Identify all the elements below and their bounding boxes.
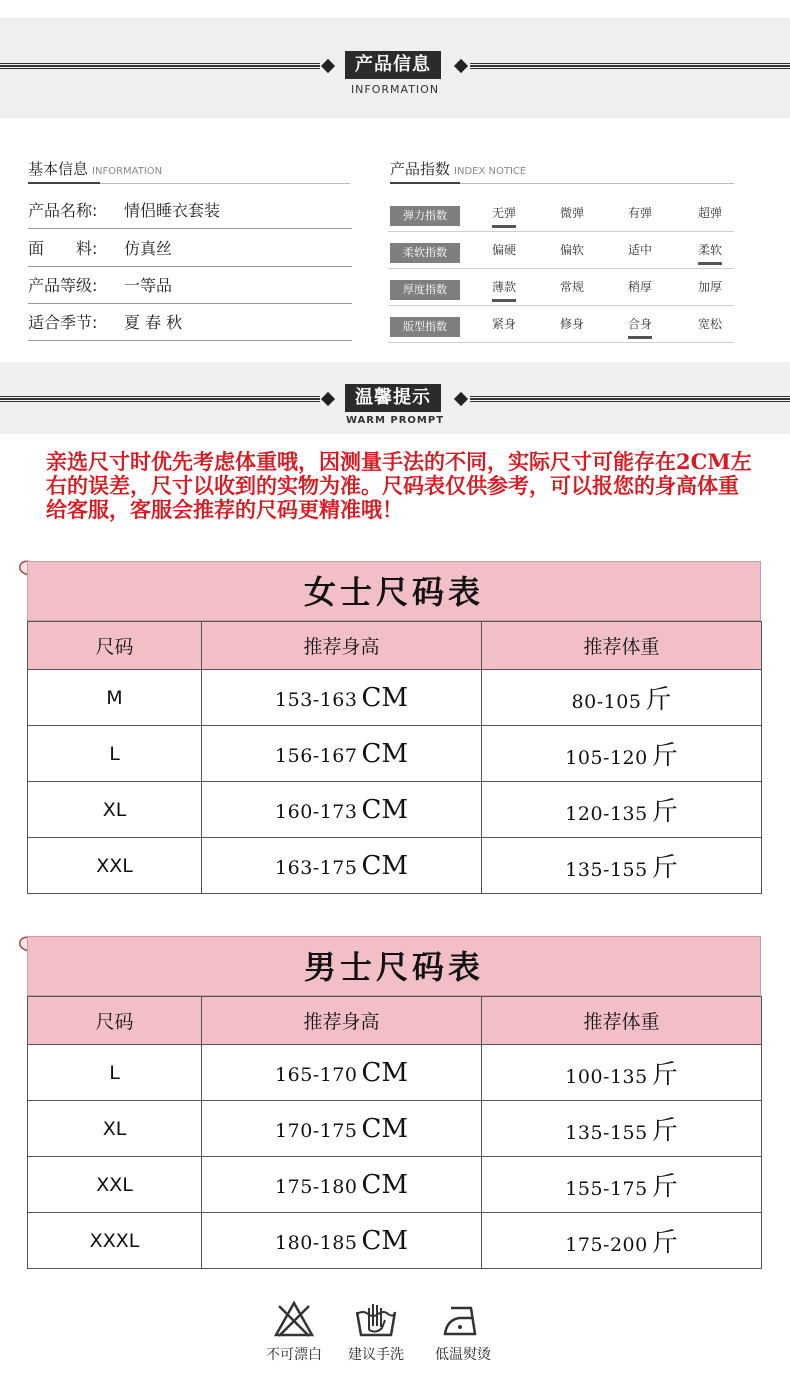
size-cell: M xyxy=(28,670,202,726)
info-row-season xyxy=(28,305,352,341)
height-cell xyxy=(202,670,482,726)
basic-info-title: 基本信息 xyxy=(28,160,89,178)
weight-value: 100-135 xyxy=(565,1066,648,1088)
index-option-selected: 柔软 xyxy=(698,241,722,265)
care-label: 不可漂白 xyxy=(266,1347,322,1363)
index-notice-rule xyxy=(390,182,460,184)
men-size-table xyxy=(27,996,762,1269)
height-cell xyxy=(202,1101,482,1157)
header-weight: 推荐体重 xyxy=(482,622,762,670)
index-option: 微弹 xyxy=(560,206,585,220)
height-value: 180-185 xyxy=(275,1231,358,1254)
weight-cell xyxy=(482,1157,762,1213)
table-row xyxy=(28,670,762,726)
weight-unit: 斤 xyxy=(651,797,678,827)
hand-wash-icon xyxy=(354,1300,398,1338)
index-label: 弹力指数 xyxy=(390,206,460,226)
index-option: 加厚 xyxy=(698,280,723,294)
height-cell xyxy=(202,1157,482,1213)
info-value: 情侣睡衣套装 xyxy=(124,201,221,220)
weight-unit: 斤 xyxy=(651,1172,678,1202)
size-cell: XL xyxy=(28,1101,202,1157)
height-cell xyxy=(202,838,482,894)
size-cell: L xyxy=(28,726,202,782)
height-unit: CM xyxy=(361,1225,408,1256)
table-header-row xyxy=(28,997,762,1045)
info-row-grade xyxy=(28,268,352,304)
index-option: 宽松 xyxy=(698,317,723,331)
header-height: 推荐身高 xyxy=(202,622,482,670)
banner-diamond-right xyxy=(454,59,468,73)
height-cell xyxy=(202,782,482,838)
height-cell xyxy=(202,726,482,782)
weight-unit: 斤 xyxy=(651,741,678,771)
index-option-selected: 合身 xyxy=(628,315,652,339)
index-option: 修身 xyxy=(560,317,585,331)
index-option: 稍厚 xyxy=(628,280,653,294)
index-row xyxy=(388,276,734,306)
banner-rule-right xyxy=(470,63,790,69)
index-label: 厚度指数 xyxy=(390,280,460,300)
banner-rule-left xyxy=(0,63,320,69)
info-value: 夏 春 秋 xyxy=(124,313,183,332)
height-value: 175-180 xyxy=(275,1175,358,1198)
table-header-row xyxy=(28,622,762,670)
men-size-chart xyxy=(27,936,761,1272)
banner-subtitle: WARM PROMPT xyxy=(345,415,445,426)
banner-rule-left xyxy=(0,396,320,402)
header-size: 尺码 xyxy=(28,997,202,1045)
weight-unit: 斤 xyxy=(651,853,678,883)
weight-unit: 斤 xyxy=(651,1116,678,1146)
height-unit: CM xyxy=(361,738,408,769)
weight-cell xyxy=(482,1045,762,1101)
height-unit: CM xyxy=(361,850,408,881)
index-notice-title-en: INDEX NOTICE xyxy=(454,166,527,177)
index-option: 常规 xyxy=(560,280,585,294)
weight-cell xyxy=(482,726,762,782)
size-cell: XL xyxy=(28,782,202,838)
size-cell: XXL xyxy=(28,1157,202,1213)
index-row xyxy=(388,202,734,232)
size-cell: XXL xyxy=(28,838,202,894)
index-option: 超弹 xyxy=(698,206,723,220)
weight-value: 175-200 xyxy=(565,1234,648,1256)
women-size-chart xyxy=(27,561,761,897)
weight-cell xyxy=(482,670,762,726)
info-value: 一等品 xyxy=(124,276,173,295)
size-cell: L xyxy=(28,1045,202,1101)
index-label: 柔软指数 xyxy=(390,243,460,263)
height-cell xyxy=(202,1045,482,1101)
care-no-bleach xyxy=(254,1300,334,1364)
weight-cell xyxy=(482,1101,762,1157)
info-row-name xyxy=(28,193,352,229)
index-notice-rule-light xyxy=(460,183,734,184)
height-unit: CM xyxy=(361,1113,408,1144)
weight-value: 135-155 xyxy=(565,859,648,881)
index-option: 偏硬 xyxy=(492,243,517,257)
no-bleach-icon xyxy=(273,1300,315,1338)
basic-info-rule xyxy=(28,182,100,184)
height-unit: CM xyxy=(361,1057,408,1088)
table-row xyxy=(28,1045,762,1101)
header-weight: 推荐体重 xyxy=(482,997,762,1045)
height-unit: CM xyxy=(361,1169,408,1200)
index-option: 有弹 xyxy=(628,206,653,220)
warm-prompt-text: 亲选尺寸时优先考虑体重哦，因测量手法的不同，实际尺寸可能存在2CM左右的误差，尺寸以收到的实物为准。尺码表仅供参考，可以报您的身高体重给客服，客服会推荐的尺码更精准哦！ xyxy=(46,449,752,522)
info-key: 面 料: xyxy=(28,239,98,258)
care-hand-wash xyxy=(336,1300,416,1364)
index-notice-heading xyxy=(390,158,526,179)
height-value: 156-167 xyxy=(275,744,358,767)
weight-unit: 斤 xyxy=(645,685,672,715)
header-size: 尺码 xyxy=(28,622,202,670)
height-unit: CM xyxy=(361,794,408,825)
basic-info-heading xyxy=(28,158,162,179)
weight-unit: 斤 xyxy=(651,1060,678,1090)
weight-value: 105-120 xyxy=(565,747,648,769)
index-row xyxy=(388,239,734,269)
basic-info-title-en: INFORMATION xyxy=(92,166,163,177)
weight-cell xyxy=(482,1213,762,1269)
care-label: 低温熨烫 xyxy=(435,1347,491,1363)
index-row xyxy=(388,313,734,343)
table-row xyxy=(28,1157,762,1213)
banner-diamond-right xyxy=(454,392,468,406)
height-value: 165-170 xyxy=(275,1063,358,1086)
table-row xyxy=(28,838,762,894)
header-height: 推荐身高 xyxy=(202,997,482,1045)
banner-title: 产品信息 xyxy=(345,51,441,79)
index-option-selected: 无弹 xyxy=(492,204,516,228)
care-low-iron xyxy=(423,1300,503,1364)
height-value: 170-175 xyxy=(275,1119,358,1142)
index-notice-title: 产品指数 xyxy=(390,160,451,178)
info-value: 仿真丝 xyxy=(124,239,173,258)
info-key: 产品名称: xyxy=(28,201,98,220)
info-key: 产品等级: xyxy=(28,276,98,295)
info-row-fabric xyxy=(28,231,352,267)
table-row xyxy=(28,782,762,838)
index-label: 版型指数 xyxy=(390,317,460,337)
height-value: 160-173 xyxy=(275,800,358,823)
height-value: 153-163 xyxy=(275,688,358,711)
table-row xyxy=(28,1101,762,1157)
weight-value: 120-135 xyxy=(565,803,648,825)
low-iron-icon xyxy=(441,1300,485,1338)
height-cell xyxy=(202,1213,482,1269)
height-unit: CM xyxy=(361,682,408,713)
men-table-title: 男士尺码表 xyxy=(27,936,761,996)
index-option-selected: 薄款 xyxy=(492,278,516,302)
weight-value: 135-155 xyxy=(565,1122,648,1144)
size-cell: XXXL xyxy=(28,1213,202,1269)
index-option: 偏软 xyxy=(560,243,585,257)
index-option: 紧身 xyxy=(492,317,517,331)
women-size-table xyxy=(27,621,762,894)
weight-unit: 斤 xyxy=(651,1228,678,1258)
banner-rule-right xyxy=(470,396,790,402)
weight-value: 80-105 xyxy=(571,691,642,713)
weight-value: 155-175 xyxy=(565,1178,648,1200)
banner-diamond-left xyxy=(321,392,335,406)
banner-diamond-left xyxy=(321,59,335,73)
care-label: 建议手洗 xyxy=(348,1347,404,1363)
table-row xyxy=(28,1213,762,1269)
weight-cell xyxy=(482,838,762,894)
women-table-title: 女士尺码表 xyxy=(27,561,761,621)
product-info-banner xyxy=(0,18,790,118)
height-value: 163-175 xyxy=(275,856,358,879)
warm-prompt-banner xyxy=(0,362,790,434)
table-row xyxy=(28,726,762,782)
info-key: 适合季节: xyxy=(28,313,98,332)
banner-subtitle: INFORMATION xyxy=(350,83,440,96)
weight-cell xyxy=(482,782,762,838)
index-option: 适中 xyxy=(628,243,653,257)
basic-info-rule-light xyxy=(100,183,350,184)
banner-title: 温馨提示 xyxy=(345,384,441,412)
